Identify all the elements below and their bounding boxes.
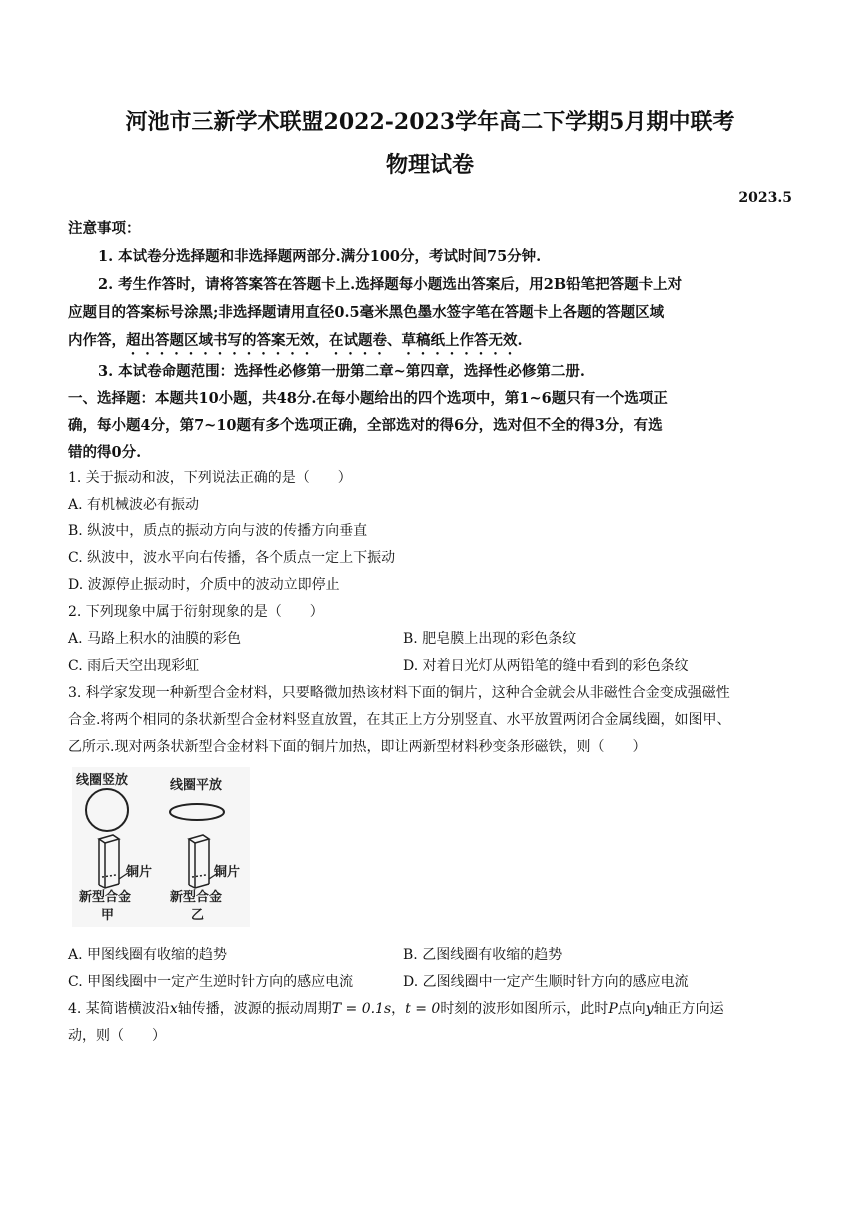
label-copper-right: 铜片 [214, 865, 241, 880]
q3-stem-line-1: 3. 科学家发现一种新型合金材料，只要略微加热该材料下面的铜片，这种合金就会从非磁性合金变成强磁性 [68, 685, 730, 701]
note-2-line-3 [68, 329, 792, 358]
label-coil-vertical: 线圈竖放 [76, 773, 129, 788]
section-1-line-3: 错的得0分. [68, 444, 142, 461]
note-2-line-3-end: . [517, 332, 523, 349]
q4-stem-line-1 [68, 998, 792, 1018]
label-copper-left: 铜片 [126, 865, 153, 880]
label-coil-horizontal: 线圈平放 [170, 778, 223, 793]
q4-text-4: 时刻的波形如图所示，此时 [440, 1001, 609, 1017]
q4-text-5: 点向 [617, 1001, 646, 1017]
q4-var-x: x [169, 1001, 178, 1017]
label-alloy-right: 新型合金 [170, 890, 223, 905]
q4-var-y: y [645, 1001, 654, 1017]
q4-var-p: P [608, 1001, 618, 1017]
q2-option-a: A. 马路上积水的油膜的彩色 [68, 631, 242, 647]
q1-stem: 1. 关于振动和波，下列说法正确的是（ ） [68, 470, 352, 486]
note-2-line-2: 应题目的答案标号涂黑;非选择题请用直径0.5毫米黑色墨水签字笔在答题卡上各题的答题区域 [68, 304, 665, 321]
notes-heading: 注意事项： [68, 220, 141, 237]
q4-text-3: ， [391, 1001, 406, 1017]
q3-option-b: B. 乙图线圈有收缩的趋势 [403, 947, 563, 963]
q3-option-c: C. 甲图线圈中一定产生逆时针方向的感应电流 [68, 974, 354, 990]
q4-text-2: 轴传播，波源的振动周期 [177, 1001, 332, 1017]
note-1: 1. 本试卷分选择题和非选择题两部分.满分100分，考试时间75分钟. [98, 248, 542, 265]
q4-period-expr: T = 0.1s [331, 1001, 392, 1017]
note-2-line-1: 2. 考生作答时，请将答案答在答题卡上.选择题每小题选出答案后，用2B铅笔把答题卡上对 [98, 276, 683, 293]
q3-figure [72, 767, 250, 927]
label-alloy-left: 新型合金 [79, 890, 132, 905]
q4-stem-line-2: 动，则（ ） [68, 1028, 166, 1044]
q3-stem-line-2: 合金.将两个相同的条状新型合金材料竖直放置，在其正上方分别竖直、水平放置两闭合金属线圈，如图甲、 [68, 712, 731, 728]
q1-option-c: C. 纵波中，波水平向右传播，各个质点一定上下振动 [68, 550, 396, 566]
exam-date: 2023.5 [738, 190, 792, 206]
q2-option-b: B. 肥皂膜上出现的彩色条纹 [403, 631, 577, 647]
label-jia: 甲 [101, 908, 115, 923]
section-1-line-1: 一、选择题：本题共10小题，共48分.在每小题给出的四个选项中，第1~6题只有一个选项正 [68, 390, 668, 407]
label-yi: 乙 [191, 908, 205, 923]
q4-time-expr: t = 0 [405, 1001, 441, 1017]
q4-text-1: 4. 某简谐横波沿 [68, 1001, 170, 1017]
q2-option-c: C. 雨后天空出现彩虹 [68, 658, 200, 674]
q3-option-d: D. 乙图线圈中一定产生顺时针方向的感应电流 [403, 974, 689, 990]
q3-stem-line-3: 乙所示.现对两条状新型合金材料下面的铜片加热，即让两新型材料秒变条形磁铁，则（ ） [68, 739, 647, 755]
exam-title: 河池市三新学术联盟2022-2023学年高二下学期5月期中联考 [125, 109, 735, 135]
note-2-line-3-lead: 内作答， [68, 332, 126, 349]
q4-text-6: 轴正方向运 [653, 1001, 724, 1017]
q1-option-a: A. 有机械波必有振动 [68, 497, 200, 513]
section-1-line-2: 确，每小题4分，第7~10题有多个选项正确，全部选对的得6分，选对但不全的得3分，有选 [68, 417, 663, 434]
note-2-emphasis: 超出答题区域书写的答案无效，在试题卷、草稿纸上作答无效 [126, 332, 518, 349]
q3-option-a: A. 甲图线圈有收缩的趋势 [68, 947, 228, 963]
q2-stem: 2. 下列现象中属于衍射现象的是（ ） [68, 604, 324, 620]
exam-subtitle: 物理试卷 [385, 152, 474, 178]
note-3: 3. 本试卷命题范围：选择性必修第一册第二章~第四章，选择性必修第二册. [98, 363, 585, 380]
q1-option-d: D. 波源停止振动时，介质中的波动立即停止 [68, 577, 340, 593]
q2-option-d: D. 对着日光灯从两铅笔的缝中看到的彩色条纹 [403, 658, 689, 674]
q1-option-b: B. 纵波中，质点的振动方向与波的传播方向垂直 [68, 523, 368, 539]
